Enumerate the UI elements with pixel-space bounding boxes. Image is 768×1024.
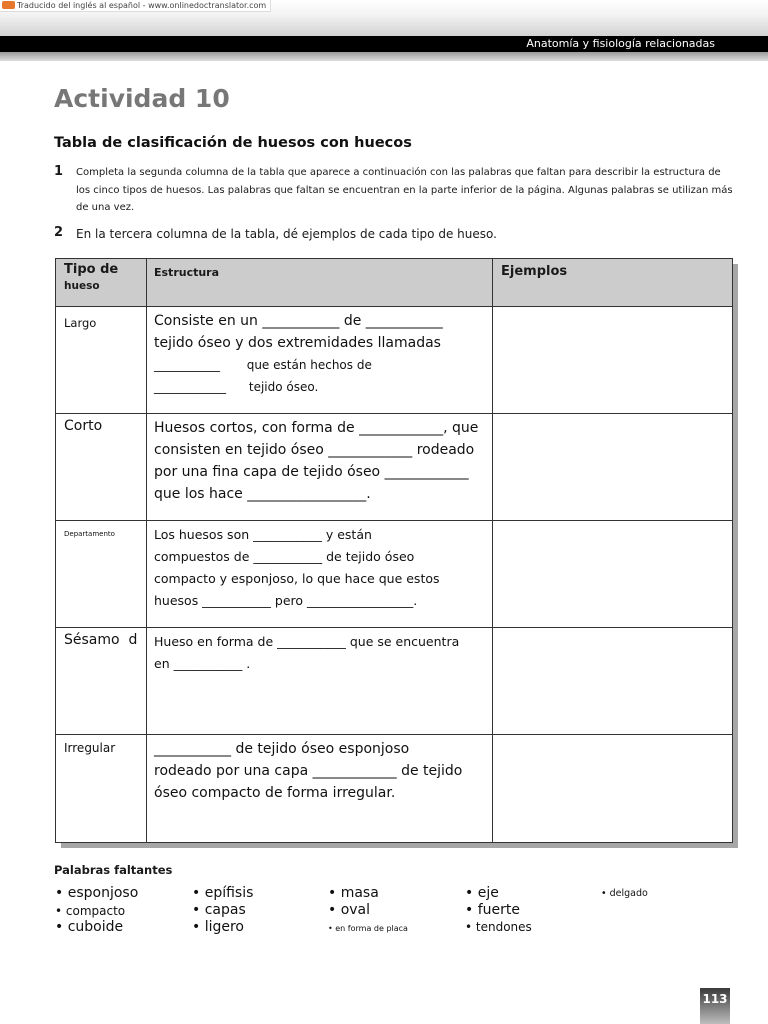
- structure-cell: [147, 521, 492, 612]
- instruction-text: Completa la segunda columna de la tabla que aparece a continuación con las palabras que faltan para describir la estructura de los cinco tipos de huesos. Las palabras que faltan se encuentran en la parte inferior de la página. Algunas palabras se utilizan más de una vez.: [76, 167, 733, 213]
- structure-line: por una fina capa de tejido óseo ____________: [154, 464, 469, 480]
- header-examples: [493, 259, 733, 307]
- section-header-bar: [0, 36, 768, 52]
- table-row: [56, 414, 733, 521]
- missing-word: • eje: [465, 885, 499, 901]
- structure-line: compuestos de ___________ de tejido óseo: [154, 549, 415, 564]
- structure-line: Consiste en un ___________ de ___________: [154, 313, 443, 329]
- table-row: [56, 307, 733, 414]
- missing-words-title: Palabras faltantes: [54, 863, 173, 877]
- top-banner: [0, 0, 768, 36]
- structure-line: compacto y esponjoso, lo que hace que estos: [154, 571, 440, 586]
- examples-cell[interactable]: [493, 414, 733, 521]
- missing-word: • cuboide: [55, 919, 124, 935]
- header-type: [56, 259, 147, 307]
- structure-cell: [147, 414, 492, 505]
- instruction-number: 1: [54, 164, 64, 179]
- structure-cell: [147, 307, 492, 398]
- structure-line: rodeado por una capa ____________ de tejido: [154, 763, 463, 779]
- structure-line: óseo compacto de forma irregular.: [154, 785, 396, 801]
- missing-word: • esponjoso: [55, 885, 139, 901]
- header-type-line1: Tipo de: [64, 262, 119, 277]
- bone-type: Irregular: [64, 741, 116, 755]
- translator-note-text: Traducido del inglés al español - www.onlinedoctranslator.com: [17, 1, 267, 10]
- missing-word: • ligero: [192, 919, 245, 935]
- page-number: 113: [700, 988, 730, 1024]
- translator-note[interactable]: [0, 0, 271, 12]
- missing-word: • en forma de placa: [328, 924, 408, 933]
- bone-type: Largo: [64, 316, 97, 330]
- table-row: [56, 735, 733, 843]
- header-shadow-bar: [0, 52, 768, 61]
- structure-line: Huesos cortos, con forma de ____________, que: [154, 420, 479, 436]
- structure-line: huesos ___________ pero _________________.: [154, 593, 418, 608]
- missing-word: • masa: [328, 885, 379, 901]
- section-title: Anatomía y fisiología relacionadas: [526, 37, 715, 50]
- table-header-row: [56, 259, 733, 307]
- header-type-line2: hueso: [64, 280, 100, 292]
- table-row: [56, 628, 733, 735]
- instruction-text: En la tercera columna de la tabla, dé ejemplos de cada tipo de hueso.: [76, 227, 497, 241]
- missing-word: • tendones: [465, 920, 532, 934]
- missing-word: • epífisis: [192, 885, 254, 901]
- bone-type: Sésamo d: [64, 632, 138, 648]
- header-structure-label: Estructura: [154, 266, 220, 279]
- header-examples-label: Ejemplos: [501, 264, 568, 279]
- bone-type: Corto: [64, 418, 103, 434]
- instruction-number: 2: [54, 225, 64, 240]
- activity-title: Actividad 10: [54, 84, 230, 113]
- bone-classification-table: [55, 258, 733, 843]
- structure-line: Los huesos son ___________ y están: [154, 527, 372, 542]
- examples-cell[interactable]: [493, 735, 733, 843]
- structure-line: Hueso en forma de ___________ que se encuentra: [154, 634, 460, 649]
- structure-line: que los hace _________________.: [154, 486, 371, 502]
- structure-line: ___________ que están hechos de: [154, 358, 372, 372]
- examples-cell[interactable]: [493, 628, 733, 735]
- structure-line: tejido óseo y dos extremidades llamadas: [154, 335, 441, 351]
- missing-word: • delgado: [601, 888, 648, 899]
- bone-type: Departamento: [64, 530, 115, 538]
- missing-word: • oval: [328, 902, 371, 918]
- structure-line: en ___________ .: [154, 656, 251, 671]
- structure-cell: [147, 628, 492, 675]
- structure-line: ____________ tejido óseo.: [154, 380, 319, 394]
- structure-cell: [147, 735, 492, 804]
- translator-logo-icon: [2, 1, 15, 9]
- header-structure: [147, 259, 493, 307]
- missing-word: • capas: [192, 902, 246, 918]
- structure-line: ___________ de tejido óseo esponjoso: [154, 741, 410, 757]
- missing-word: • compacto: [55, 904, 126, 918]
- examples-cell[interactable]: [493, 307, 733, 414]
- structure-line: consisten en tejido óseo ____________ rodeado: [154, 442, 475, 458]
- examples-cell[interactable]: [493, 521, 733, 628]
- table-subtitle: Tabla de clasificación de huesos con huecos: [54, 135, 412, 151]
- table-row: [56, 521, 733, 628]
- missing-word: • fuerte: [465, 902, 520, 918]
